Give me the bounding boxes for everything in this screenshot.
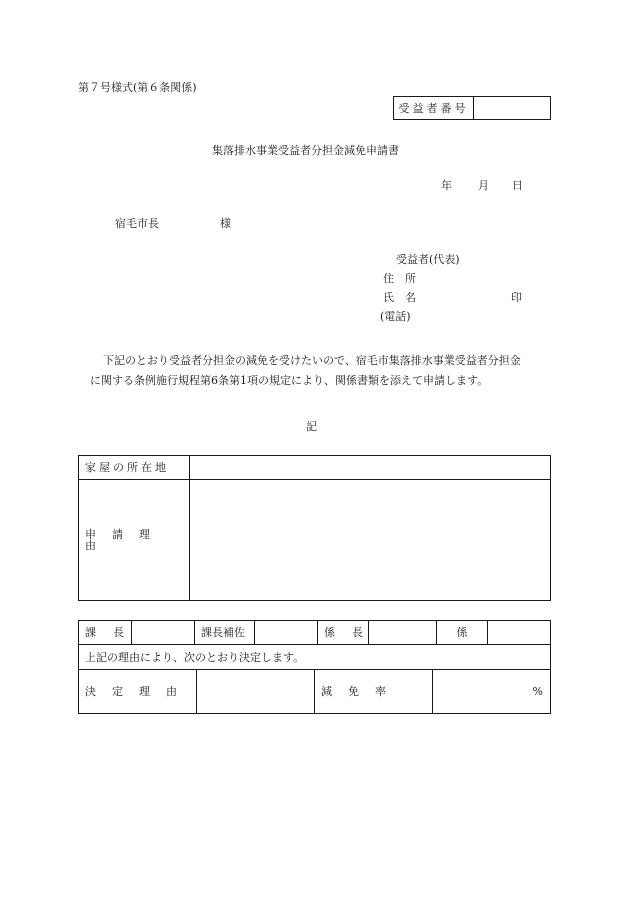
date-day: 日: [512, 179, 523, 192]
body-line-1: 下記のとおり受益者分担金の減免を受けたいので、宿毛市集落排水事業受益者分担金: [103, 354, 521, 367]
location-label: 家屋の所在地: [79, 456, 190, 480]
stamp-section-chief[interactable]: [132, 621, 195, 645]
applicant-address-label: 住 所: [383, 272, 416, 285]
beneficiary-number-box: [393, 96, 551, 120]
decision-note: 上記の理由により、次のとおり決定します。: [79, 645, 551, 670]
form-number: 第７号様式(第６条関係): [78, 81, 197, 94]
reason-label: 申請理由: [79, 480, 190, 601]
role-subsection-chief: 係 長: [318, 621, 369, 645]
stamp-staff[interactable]: [488, 621, 551, 645]
decision-reason-label: 決定理由: [79, 670, 197, 714]
percent-sign: %: [532, 685, 543, 698]
body-line-2: に関する条例施行規程第6条第1項の規定により、関係書類を添えて申請します。: [90, 374, 489, 387]
role-section-chief: 課 長: [79, 621, 132, 645]
stamp-deputy-chief[interactable]: [255, 621, 318, 645]
applicant-phone-label: (電話): [380, 310, 411, 323]
role-deputy-chief: 課長補佐: [195, 621, 255, 645]
exemption-rate-field[interactable]: [433, 670, 551, 714]
reason-field[interactable]: [190, 480, 551, 601]
document-title: 集落排水事業受益者分担金減免申請書: [212, 144, 399, 157]
date-month: 月: [478, 179, 489, 192]
date-year: 年: [441, 179, 452, 192]
beneficiary-number-field[interactable]: [474, 97, 551, 120]
addressee-honorific: 様: [220, 217, 231, 230]
location-field[interactable]: [190, 456, 551, 480]
applicant-name-label: 氏 名: [383, 291, 416, 304]
role-staff: 係: [437, 621, 488, 645]
seal-mark: 印: [511, 291, 522, 304]
approval-roles-row: [78, 620, 551, 645]
addressee-name: 宿毛市長: [115, 217, 159, 230]
ki-heading: 記: [306, 420, 317, 433]
beneficiary-number-label: 受益者番号: [394, 97, 474, 120]
stamp-subsection-chief[interactable]: [369, 621, 437, 645]
exemption-rate-label: 減免率: [315, 670, 433, 714]
decision-reason-field[interactable]: [197, 670, 315, 714]
approval-decision-table: [78, 644, 551, 714]
request-table: [78, 455, 551, 601]
applicant-heading: 受益者(代表): [396, 253, 460, 266]
